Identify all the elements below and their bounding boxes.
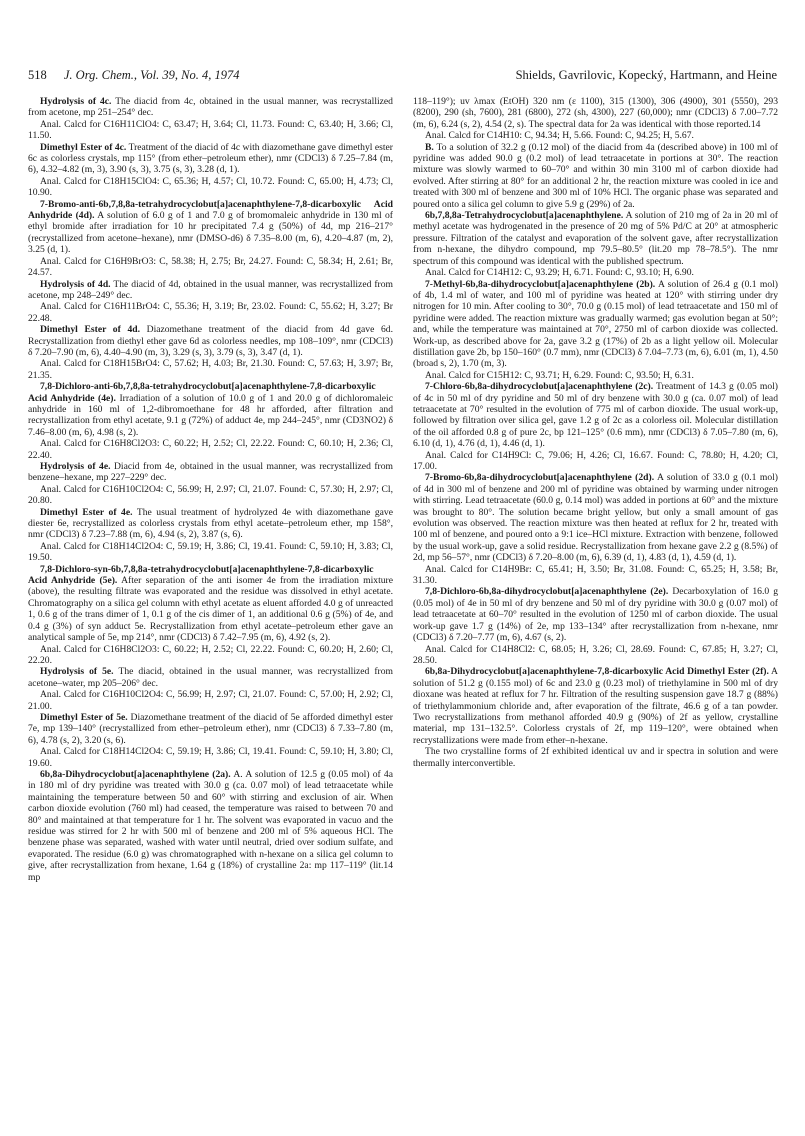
paragraph-body: Anal. Calcd for C16H10Cl2O4: C, 56.99; H, 2.97; Cl, 21.07. Found: C, 57.00; H, 2.92; Cl, 21.00. [28, 689, 393, 712]
paragraph-body: Diacid from 4e, obtained in the usual manner, was recrystallized from benzene–hexane, mp 227–229° dec. [28, 461, 393, 484]
paragraph-body: A. A solution of 12.5 g (0.05 mol) of 4a in 180 ml of dry pyridine was treated with 30.0 g (ca. 0.07 mol) of lead tetraacetate while maintaining the temperature between 50 and 60° with stirring and exclusion of air. When carbon dioxide evolution (760 ml) had ceased, the temperature was raised to between 70 and 80° and maintained at that temperature for 1 hr. The solvent was evaporated in vacuo and the residue was stirred for 2 hr with 500 ml of benzene and 200 ml of 5% aqueous HCl. The benzene phase was separated, washed with water until neutral, dried over sodium sulfate, and evaporated. The residue (6.0 g) was chromatographed with n-hexane on a silica gel column to give, after recrystallization from hexane, 1.64 g (18%) of crystalline 2a: mp 117–119° (lit.14 mp [28, 768, 393, 883]
paragraph [413, 370, 778, 381]
paragraph-body: Anal. Calcd for C14H9Br: C, 65.41; H, 3.50; Br, 31.08. Found: C, 65.25; H, 3.58; Br, 31.30. [413, 563, 778, 587]
paragraph [28, 507, 393, 541]
paragraph-heading: 7-Bromo-6b,8a-dihydrocyclobut[a]acenaphthylene (2d). [425, 472, 655, 484]
paragraph-body: Anal. Calcd for C18H14Cl2O4: C, 59.19; H, 3.86; Cl, 19.41. Found: C, 59.10; H, 3.80; Cl, 19.60. [28, 746, 393, 769]
paragraph-body: Anal. Calcd for C14H10: C, 94.34; H, 5.66. Found: C, 94.25; H, 5.67. [425, 130, 694, 142]
header-left [28, 68, 239, 83]
paragraph-body: After separation of the anti isomer 4e from the irradiation mixture (above), the resulting filtrate was evaporated and the residue was dissolved in ethyl acetate. Chromatography on a silica gel column with ethyl acetate as eluent afforded 4.0 g of unreacted 1, 0.6 g of the trans dimer of 1, 0.1 g of the cis dimer of 1, an additional 0.6 g (5%) of 4e, and 0.4 g (3%) of syn adduct 5e. Recrystallization from ethyl acetate–petroleum ether gave an analytical sample of 5e, mp 214°, nmr (CDCl3) δ 7.42–7.95 (m, 6), 4.92 (s, 2). [28, 575, 393, 644]
paragraph-heading: Hydrolysis of 5e. [40, 666, 114, 678]
paragraph-body: Anal. Calcd for C16H9BrO3: C, 58.38; H, 2.75; Br, 24.27. Found: C, 58.34; H, 2.61; Br, 24.57. [28, 255, 393, 279]
paragraph-body: Anal. Calcd for C18H14Cl2O4: C, 59.19; H, 3.86; Cl, 19.41. Found: C, 59.10; H, 3.83; Cl, 19.50. [28, 540, 393, 564]
paragraph-body: 118–119°); uv λmax (EtOH) 320 nm (ε 1100), 315 (1300), 306 (4900), 301 (5550), 293 (8200), 290 (sh, 7600), 281 (6800), 272 (sh, 4300), 227 (60,000); nmr (CDCl3) δ 7.00–7.72 (m, 6), 6.24 (s, 2), 4.54 (2, s). The spectral data for 2a was identical with those reported.14 [413, 96, 778, 130]
journal-citation: J. Org. Chem., Vol. 39, No. 4, 1974 [63, 68, 240, 82]
paragraph-heading: Dimethyl Ester of 5e. [40, 711, 128, 723]
paragraph-body: The two crystalline forms of 2f exhibited identical uv and ir spectra in solution and were thermally interconvertible. [413, 746, 778, 769]
paragraph-body: Decarboxylation of 16.0 g (0.05 mol) of 4e in 50 ml of dry benzene and 50 ml of dry pyridine with 30.0 g (0.07 mol) of lead tetraacetate at 60–70° resulted in the evolution of 1250 ml of carbon dioxide. The usual work-up gave 1.7 g (14%) of 2e, mp 133–134° after recrystallization from n-hexane, nmr (CDCl3) δ 7.20–7.77 (m, 6), 4.67 (s, 2). [413, 586, 778, 644]
paragraph-heading: Dimethyl Ester of 4d. [40, 324, 140, 336]
paragraph-heading: B. [425, 141, 434, 153]
paragraph-body: Anal. Calcd for C15H12: C, 93.71; H, 6.29. Found: C, 93.50; H, 6.31. [425, 369, 694, 381]
paragraph-body: Anal. Calcd for C18H15ClO4: C, 65.36; H, 4.57; Cl, 10.72. Found: C, 65.00; H, 4.73; Cl, 10.90. [28, 175, 393, 199]
paragraph-body: Treatment of 14.3 g (0.05 mol) of 4c in 50 ml of dry pyridine and 50 ml of dry benzene with 30.0 g (ca. 0.07 mol) of lead tetraacetate at 70° resulted in the evolution of 775 ml of carbon dioxide. The usual work-up, followed by filtration over silica gel, gave 1.2 g of 2c as a colorless oil. Molecular distillation of the oil afforded 0.8 g of pure 2c, bp 121–125° (0.6 mm), nmr (CDCl3) δ 7.05–7.80 (m, 6), 6.10 (d, 1), 4.76 (d, 1), 4.46 (d, 1). [413, 381, 778, 450]
paragraph-body: A solution of 26.4 g (0.1 mol) of 4b, 1.4 ml of water, and 100 ml of pyridine was heated at 120° with stirring under dry nitrogen for 10 min. After cooling to 30°, 70.0 g (0.15 mol) of lead tetraacetate and 150 ml of pyridine were added. The reaction mixture was gradually warmed; gas evolution began at 50°; and, while the temperature was maintained at 70°, 2750 ml of carbon dioxide was collected. Work-up, as described above for 2a, gave 3.2 g (17%) of 2b as a light yellow oil. Molecular distillation gave 2b, bp 150–160° (0.7 mm), nmr (CDCl3) δ 7.04–7.73 (m, 6), 6.01 (m, 1), 4.50 (broad s, 2), 1.70 (m, 3). [413, 278, 778, 370]
paragraph [28, 564, 393, 644]
paragraph-body: Anal. Calcd for C16H11ClO4: C, 63.47; H, 3.64; Cl, 11.73. Found: C, 63.40; H, 3.66; Cl, 11.50. [28, 118, 393, 142]
paragraph-heading: 7,8-Dichloro-anti-6b,7,8,8a-tetrahydrocyclobut[a]acenaphthylene-7,8-dicarboxylic Acid Anhydride (4e). [28, 381, 376, 404]
paragraph-body: Anal. Calcd for C16H10Cl2O4: C, 56.99; H, 2.97; Cl, 21.07. Found: C, 57.30; H, 2.97; Cl, 20.80. [28, 483, 393, 507]
paragraph [28, 666, 393, 689]
paragraph-heading: Dimethyl Ester of 4e. [40, 506, 133, 518]
paragraph [28, 256, 393, 279]
paragraph [28, 541, 393, 564]
paragraph [413, 666, 778, 746]
paragraph-body: The diacid from 4c, obtained in the usual manner, was recrystallized from acetone, mp 251–254° dec. [28, 96, 393, 119]
paragraph-body: The diacid, obtained in the usual manner, was recrystallized from acetone–water, mp 205–206° dec. [28, 666, 393, 689]
paragraph [28, 119, 393, 142]
paragraph-body: A solution of 6.0 g of 1 and 7.0 g of bromomaleic anhydride in 130 ml of ethyl bromide after irradiation for 10 hr precipitated 7.4 g (50%) of 4d, mp 216–217° (recrystallized from acetone–hexane), nmr (DMSO-d6) δ 7.35–8.00 (m, 6), 4.20–4.87 (m, 2), 3.25 (d, 1). [28, 210, 393, 256]
paragraph [28, 358, 393, 381]
paragraph-body: To a solution of 32.2 g (0.12 mol) of the diacid from 4a (described above) in 100 ml of pyridine was added 90.0 g (0.2 mol) of lead tetraacetate in portions at 30°. The reaction mixture was slowly warmed to 60–70° and within 30 min 3100 ml of carbon dioxide had evolved. After stirring at 80° for an additional 2 hr, the reaction mixture was cooled in ice and treated with 300 ml of benzene and 300 ml of 10% HCl. The organic phase was separated and poured onto a silica gel column to give 5.9 g (29%) of 2a. [413, 141, 778, 210]
page-number: 518 [28, 68, 47, 82]
paragraph [28, 769, 393, 883]
paragraph [413, 746, 778, 769]
paragraph [28, 712, 393, 746]
paragraph-body: A solution of 33.0 g (0.1 mol) of 4d in 300 ml of benzene and 200 ml of pyridine was obtained by warming under nitrogen with stirring. Lead tetraacetate (60.0 g, 0.14 mol) was added in portions at 60° and the mixture was brought to 80°. The solution became bright yellow, but only a small amount of gas evolution was observed. The reaction mixture was then heated at reflux for 2 hr, treated with 100 ml of benzene, and poured onto a 9:1 ice–HCl mixture. Extraction with benzene, followed by the usual work-up, gave a solid residue. Recrystallization from hexane gave 2.2 g (8.5%) of 2d, mp 56–57°, nmr (CDCl3) δ 7.20–8.00 (m, 6), 6.39 (d, 1), 4.83 (d, 1), 4.59 (d, 1). [413, 472, 778, 564]
paragraph [413, 142, 778, 210]
left-column [28, 96, 393, 883]
paragraph-heading: Hydrolysis of 4c. [40, 96, 112, 107]
paragraph-heading: 7-Chloro-6b,8a-dihydrocyclobut[a]acenaphthylene (2c). [425, 381, 654, 393]
paragraph-heading: 7-Bromo-anti-6b,7,8,8a-tetrahydrocyclobut[a]acenaphthylene-7,8-dicarboxylic Acid Anhydride (4d). [28, 198, 393, 222]
paragraph-heading: 7,8-Dichloro-6b,8a-dihydrocyclobut[a]acenaphthylene (2e). [425, 586, 669, 598]
paragraph-body: A solution of 210 mg of 2a in 20 ml of methyl acetate was hydrogenated in the presence of 20 mg of 5% Pd/C at 20° at atmospheric pressure. Filtration of the catalyst and evaporation of the solvent gave, after recrystallization from n-hexane, the dihydro compound, mp 79.5–80.5° (lit.20 mp 78–78.5°). The nmr spectrum of this compound was identical with the published spectrum. [413, 210, 778, 267]
paragraph-body: Diazomethane treatment of the diacid of 5e afforded dimethyl ester 7e, mp 139–140° (recrystallized from ether–petroleum ether), nmr (CDCl3) δ 7.33–7.80 (m, 6), 4.78 (s, 2), 3.20 (s, 6). [28, 711, 393, 746]
paragraph-body: Diazomethane treatment of the diacid from 4d gave 6d. Recrystallization from diethyl ether gave 6d as colorless needles, mp 108–109°, nmr (CDCl3) δ 7.20–7.90 (m, 6), 4.40–4.90 (m, 3), 3.29 (s, 3), 3.79 (s, 3), 3.47 (d, 1). [28, 324, 393, 358]
paragraph-heading: 6b,7,8,8a-Tetrahydrocyclobut[a]acenaphthylene. [425, 210, 624, 222]
paragraph-body: The diacid of 4d, obtained in the usual manner, was recrystallized from acetone, mp 248–249° dec. [28, 278, 394, 301]
paragraph [28, 689, 393, 712]
paragraph [28, 438, 393, 461]
paragraph-heading: Hydrolysis of 4d. [40, 278, 111, 290]
paragraph [28, 324, 393, 358]
paragraph [413, 644, 778, 667]
paragraph-body: Anal. Calcd for C14H12: C, 93.29; H, 6.71. Found: C, 93.10; H, 6.90. [425, 267, 694, 279]
paragraph-heading: Dimethyl Ester of 4c. [40, 141, 127, 153]
paragraph [413, 279, 778, 370]
paragraph [28, 142, 393, 176]
paragraph [28, 176, 393, 199]
paragraph [28, 96, 393, 119]
paragraph-body: Anal. Calcd for C16H11BrO4: C, 55.36; H, 3.19; Br, 23.02. Found: C, 55.62; H, 3.27; Br 22.48. [28, 301, 393, 324]
paragraph [28, 381, 393, 438]
paragraph [413, 130, 778, 141]
paragraph-heading: Hydrolysis of 4e. [40, 461, 111, 472]
paragraph [413, 472, 778, 563]
paragraph-heading: 6b,8a-Dihydrocyclobut[a]acenaphthylene (2a). [40, 768, 231, 780]
paragraph [28, 199, 393, 256]
author-list: Shields, Gavrilovic, Kopecký, Hartmann, and Heine [515, 68, 777, 82]
paragraph [413, 450, 778, 473]
paragraph [28, 484, 393, 507]
paragraph-body: Irradiation of a solution of 10.0 g of 1 and 20.0 g of dichloromaleic anhydride in 160 ml of 1,2-dibromoethane for 48 hr afforded, after filtration and recrystallization from ethyl acetate, 9.1 g (72%) of adduct 4e, mp 244–245°, nmr (CD3NO2) δ 7.46–8.00 (m, 6), 4.98 (s, 2). [28, 392, 393, 438]
running-header [28, 68, 777, 86]
paragraph [28, 461, 393, 484]
paragraph-body: Anal. Calcd for C16H8Cl2O3: C, 60.22; H, 2.52; Cl, 22.22. Found: C, 60.20; H, 2.60; Cl, 22.20. [28, 643, 393, 666]
paragraph-body: A solution of 51.2 g (0.155 mol) of 6c and 23.0 g (0.23 mol) of triethylamine in 500 ml of dry dioxane was heated at reflux for 7 hr. Filtration of the resulting suspension gave 18.7 g (88%) of triethylammonium chloride and, after evaporation of the filtrate, 46.6 g of a tan powder. Two recrystallizations from methanol afforded 40.9 g (90%) of 2f as yellow, crystalline material, mp 131–132.5°. Colorless crystals of 2f, mp 119–120°, were obtained when recrystallizations were made from ether–n-hexane. [413, 666, 778, 746]
paragraph-body: Anal. Calcd for C16H8Cl2O3: C, 60.22; H, 2.52; Cl, 22.22. Found: C, 60.10; H, 2.36; Cl, 22.40. [28, 438, 393, 461]
paragraph-body: Anal. Calcd for C14H8Cl2: C, 68.05; H, 3.26; Cl, 28.69. Found: C, 67.85; H, 3.27; Cl, 28.50. [413, 643, 778, 666]
paragraph-body: Anal. Calcd for C18H15BrO4: C, 57.62; H, 4.03; Br, 21.30. Found: C, 57.63; H, 3.97; Br, 21.35. [28, 358, 393, 381]
paragraph-heading: 7,8-Dichloro-syn-6b,7,8,8a-tetrahydrocyclobut[a]acenaphthylene-7,8-dicarboxylic Acid Anhydride (5e). [28, 563, 374, 587]
paragraph-body: The usual treatment of hydrolyzed 4e with diazomethane gave diester 6e, recrystallized as colorless crystals from ethyl acetate–petroleum ether, mp 158°, nmr (CDCl3) δ 7.23–7.88 (m, 6), 4.94 (s, 2), 3.87 (s, 6). [28, 506, 393, 541]
paragraph-body: Treatment of the diacid of 4c with diazomethane gave dimethyl ester 6c as colorless crystals, mp 115° (from ether–petroleum ether), nmr (CDCl3) δ 7.25–7.84 (m, 6), 4.32–4.82 (m, 3), 3.90 (s, 3), 3.75 (s, 3), 3.28 (d, 1). [28, 141, 393, 176]
paragraph [28, 301, 393, 324]
paragraph [413, 267, 778, 278]
paragraph-body: Anal. Calcd for C14H9Cl: C, 79.06; H, 4.26; Cl, 16.67. Found: C, 78.80; H, 4.20; Cl, 17.00. [413, 449, 778, 472]
paragraph [413, 381, 778, 449]
paragraph [413, 210, 778, 267]
paragraph [413, 586, 778, 643]
paragraph [413, 96, 778, 130]
right-column [413, 96, 778, 769]
paragraph [413, 564, 778, 587]
paragraph-heading: 6b,8a-Dihydrocyclobut[a]acenaphthylene-7,8-dicarboxylic Acid Dimethyl Ester (2f). [425, 666, 769, 678]
paragraph-heading: 7-Methyl-6b,8a-dihydrocyclobut[a]acenaphthylene (2b). [425, 278, 656, 290]
paragraph [28, 644, 393, 667]
paragraph [28, 746, 393, 769]
paragraph [28, 279, 393, 302]
